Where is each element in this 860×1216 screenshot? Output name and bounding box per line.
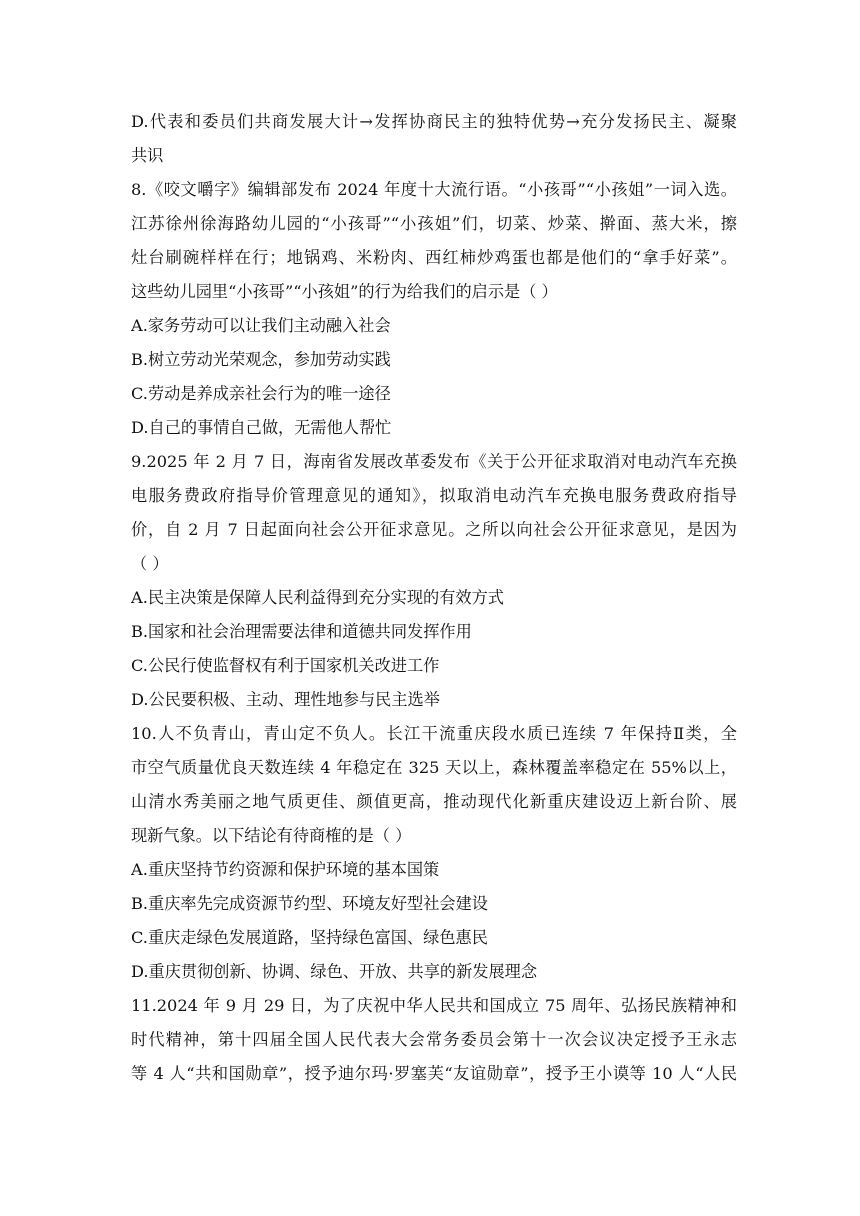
question-10-line-4: 现新气象。以下结论有待商榷的是（ ） [131,826,412,845]
question-9-line-2: 电服务费政府指导价管理意见的通知》，拟取消电动汽车充换电服务费政府指导 [131,486,737,505]
question-9-option-c: C.公民行使监督权有利于国家机关改进工作 [131,656,440,675]
question-9-option-d: D.公民要积极、主动、理性地参与民主选举 [131,690,440,709]
question-10-option-d: D.重庆贯彻创新、协调、绿色、开放、共享的新发展理念 [131,962,538,981]
question-8-line-2: 江苏徐州徐海路幼儿园的“小孩哥”“小孩姐”们，切菜、炒菜、擀面、蒸大米，擦 [131,214,737,233]
question-11-line-2: 时代精神，第十四届全国人民代表大会常务委员会第十一次会议决定授予王永志 [131,1030,737,1049]
question-9-line-1: 9.2025 年 2 月 7 日，海南省发展改革委发布《关于公开征求取消对电动汽车充换 [131,452,737,471]
question-9-option-b: B.国家和社会治理需要法律和道德共同发挥作用 [131,622,472,641]
question-8-line-4: 这些幼儿园里“小孩哥”“小孩姐”的行为给我们的启示是（ ） [131,282,558,301]
question-8-line-3: 灶台刷碗样样在行；地锅鸡、米粉肉、西红柿炒鸡蛋也都是他们的“拿手好菜”。 [131,248,737,267]
question-9-line-4: （ ） [131,554,169,573]
question-8-option-a: A.家务劳动可以让我们主动融入社会 [131,316,391,335]
question-8-option-b: B.树立劳动光荣观念，参加劳动实践 [131,350,391,369]
question-10-line-2: 市空气质量优良天数连续 4 年稳定在 325 天以上，森林覆盖率稳定在 55%以上， [131,758,737,777]
question-9-option-a: A.民主决策是保障人民利益得到充分实现的有效方式 [131,588,504,607]
option-d-q7-line-2: 共识 [131,146,164,165]
question-11-line-3: 等 4 人“共和国勋章”，授予迪尔玛·罗塞芙“友谊勋章”，授予王小谟等 10 人“人民 [131,1064,737,1083]
question-8-option-c: C.劳动是养成亲社会行为的唯一途径 [131,384,391,403]
question-10-option-c: C.重庆走绿色发展道路，坚持绿色富国、绿色惠民 [131,928,488,947]
question-8-line-1: 8.《咬文嚼字》编辑部发布 2024 年度十大流行语。“小孩哥”“小孩姐”一词入选。 [131,180,737,199]
question-11-line-1: 11.2024 年 9 月 29 日，为了庆祝中华人民共和国成立 75 周年、弘扬民族精神和 [131,996,737,1015]
question-10-line-1: 10.人不负青山，青山定不负人。长江干流重庆段水质已连续 7 年保持Ⅱ类，全 [131,724,737,743]
question-10-line-3: 山清水秀美丽之地气质更佳、颜值更高，推动现代化新重庆建设迈上新台阶、展 [131,792,737,811]
question-8-option-d: D.自己的事情自己做，无需他人帮忙 [131,418,392,437]
question-10-option-b: B.重庆率先完成资源节约型、环境友好型社会建设 [131,894,488,913]
document-body [131,105,737,1091]
question-9-line-3: 价，自 2 月 7 日起面向社会公开征求意见。之所以向社会公开征求意见，是因为 [131,520,737,539]
option-d-q7-line-1: D.代表和委员们共商发展大计→发挥协商民主的独特优势→充分发扬民主、凝聚 [131,112,737,131]
question-10-option-a: A.重庆坚持节约资源和保护环境的基本国策 [131,860,440,879]
